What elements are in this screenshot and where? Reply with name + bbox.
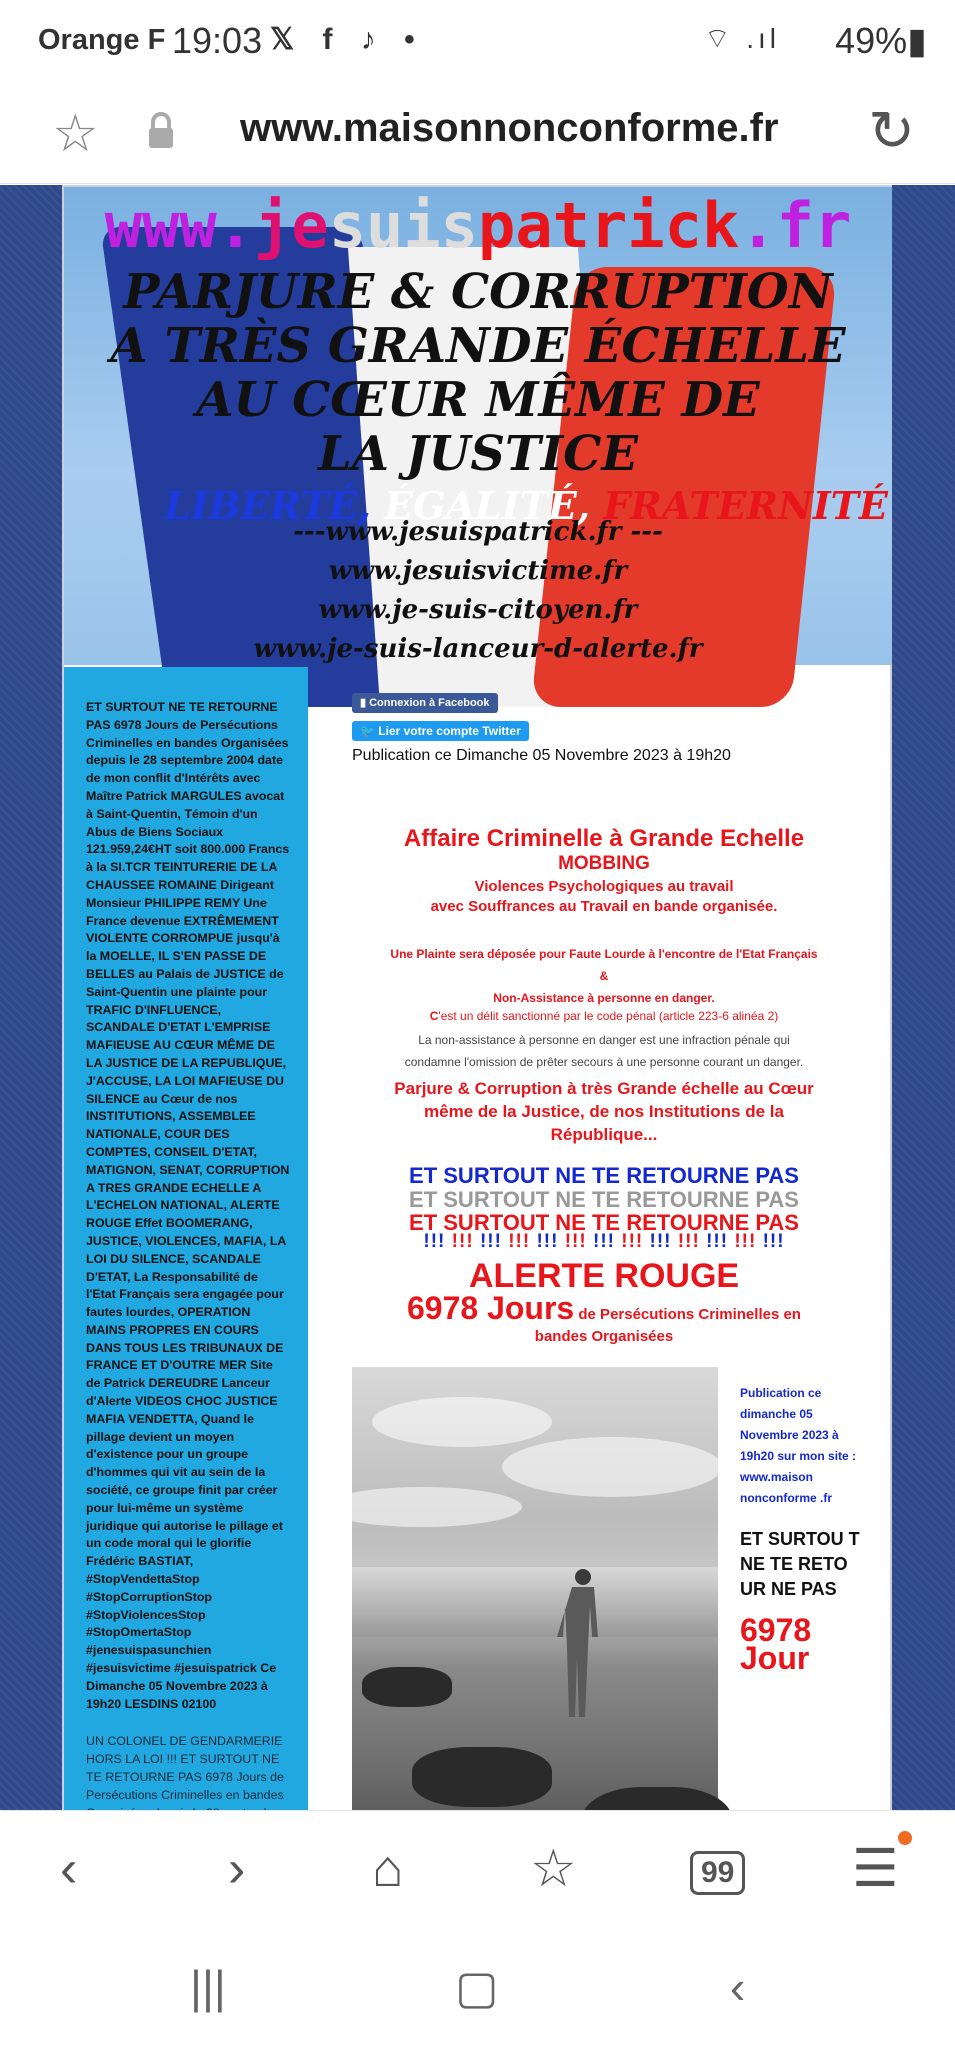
page-container: [62, 185, 892, 1885]
system-back-icon[interactable]: ‹: [730, 1961, 746, 2013]
surtout-line-red: ET SURTOUT NE TE RETOURNE PAS: [409, 1210, 799, 1235]
sidebar-normal-text: UN COLONEL DE GENDARMERIE HORS LA LOI !!! ET SURTOUT NE TE RETOURNE PAS 6978 Jours de Persécutions Criminelles en bandes: [86, 1734, 284, 1802]
notification-dot: [898, 1831, 912, 1845]
web-viewport: [0, 185, 955, 1810]
battery-indicator: 49%▮: [835, 20, 927, 61]
parjure-heading: Parjure & Corruption à très Grande échelle au Cœur même de la Justice, de nos Institutions de la République...: [394, 1079, 814, 1144]
left-sidebar: [64, 667, 308, 1887]
notification-icons: 𝕏 f ♪ •: [270, 23, 425, 56]
right-column: [740, 1383, 860, 1676]
back-icon[interactable]: ‹: [60, 1840, 78, 1898]
plainte-text: Une Plainte sera déposée pour Faute Lourde à l'encontre de l'Etat Français & Non-Assistance à personne en danger.: [390, 947, 818, 1005]
exclamation-row: !!! !!! !!! !!! !!! !!! !!! !!! !!! !!! !!! !!! !!!: [423, 1231, 785, 1252]
url-text[interactable]: www.maisonnonconforme.fr: [240, 106, 779, 150]
bookmark-star-icon[interactable]: ☆: [52, 105, 99, 163]
sidebar-bold-text: ET SURTOUT NE TE RETOURNE PAS 6978 Jours de Persécutions Criminelles en bandes Organisées depuis le 28 septembre 2004 date de mon conflit d'Intérêts avec Maître Patrick MARGULES avocat à Saint-Quentin, Témoin d'un Abus de Biens Sociaux 121.959,24€HT soit 800.000 Francs à la SI.TCR TEINTURERIE DE LA CHAUSSEE ROMAINE Dirigeant Monsieur PHILIPPE REMY Une France devenue EXTRÊMEMENT VIOLENTE CORROMPUE jusqu'à la MOELLE, IL S'EN PASSE DE BELLES au Palais de JUSTICE de Saint-Quentin une plainte pour TRAFIC D'INFLUENCE, SCANDALE D'ETAT L'EMPRISE MAFIEUSE AU CŒUR MÊME DE LA JUSTICE DE LA REPUBLIQUE, J'ACCUSE, LA LOI MAFIEUSE DU SILENCE au Cœur de nos INSTITUTIONS, ASSEMBLEE NATIONALE, COUR DES COMPTES, CONSEIL D'ETAT, MATIGNON, SENAT, CORRUPTION A TRES GRANDE ECHELLE A L'ECHELON NATIONAL, ALERTE ROUGE Effet BOOMERANG, JUSTICE, VIOLENCES, MAFIA, LA LOI DU SILENCE, SCANDALE D'ETAT, La Responsabilité de l'Etat Français sera engagée pour fautes lourdes, OPERATION MAINS PROPRES EN COURS DANS TOUS LES TRIBUNAUX DE FRANCE ET D'OUTRE MER Site de Patrick DEREUDRE Lanceur d'Alerte VIDEOS CHOC JUSTICE MAFIA VENDETTA, Quand le pillage devient un moyen d'existence pour un groupe d'hommes qui vit au sein de la société, ce groupe finit par créer pour lui-même un système juridique qui autorise le pillage et un code moral qui le glorifie Frédéric BASTIAT, #StopVendettaStop #StopCorruptionStop #StopViolencesStop #StopOmertaStop #jenesuispasunchien #jesuisvictime #jesuispatrick Ce Dimanche 05 Novembre 2023 à 19h20 LESDINS 02100: [86, 700, 290, 1711]
publication-date: Publication ce Dimanche 05 Novembre 2023 à 19h20: [352, 747, 731, 764]
non-assistance-text: La non-assistance à personne en danger est une infraction pénale qui condamne l'omission de prêter secours à une personne courant un danger.: [404, 1033, 804, 1069]
lock-icon[interactable]: [146, 110, 176, 150]
system-navigation-bar: [0, 1930, 955, 2048]
person-silhouette: [560, 1567, 606, 1717]
banner-site-title: www.jesuispatrick.fr: [104, 189, 852, 262]
bookmarks-icon[interactable]: ☆: [530, 1840, 577, 1898]
side-publication-text: Publication ce dimanche 05 Novembre 2023 à 19h20 sur mon site : www.maison nonconforme .fr: [740, 1386, 857, 1505]
surtout-line-gray: ET SURTOUT NE TE RETOURNE PAS: [409, 1187, 799, 1212]
header-banner: [64, 187, 892, 665]
status-bar: [0, 0, 955, 84]
tabs-icon[interactable]: 99: [690, 1851, 745, 1895]
home-icon[interactable]: ⌂: [372, 1840, 404, 1898]
banner-headline: PARJURE & CORRUPTION A TRÈS GRANDE ÉCHELLE AU CŒUR MÊME DE LA JUSTICE: [110, 264, 846, 482]
reload-icon[interactable]: ↻: [868, 99, 915, 162]
violences-text: Violences Psychologiques au travail avec Souffrances au Travail en bande organisée.: [430, 878, 778, 915]
banner-links: ---www.jesuispatrick.fr --- www.jesuisvictime.fr www.je-suis-citoyen.fr www.je-suis-lanceur-d-alerte.fr: [253, 517, 703, 664]
banner-motto: LIBERTÉ, ÉGALITÉ, FRATERNITÉ: [164, 483, 888, 528]
mobbing-heading: MOBBING: [558, 853, 650, 874]
recents-icon[interactable]: |||: [190, 1961, 226, 2013]
surtout-line-blue: ET SURTOUT NE TE RETOURNE PAS: [409, 1163, 799, 1188]
jours-heading: 6978 Jours de Persécutions Criminelles en bandes Organisées: [407, 1290, 801, 1345]
clock: 19:03: [172, 20, 263, 61]
system-home-icon[interactable]: ▢: [455, 1961, 499, 2013]
forward-icon[interactable]: ›: [228, 1840, 246, 1898]
twitter-link-button[interactable]: 🐦 Lier votre compte Twitter: [352, 721, 529, 741]
delit-text: C'est un délit sanctionné par le code pénal (article 223-6 alinéa 2): [429, 1009, 779, 1023]
side-jours-text: 6978 Jour: [740, 1612, 812, 1676]
menu-icon[interactable]: ☰: [852, 1840, 899, 1898]
alerte-rouge-heading: ALERTE ROUGE: [468, 1257, 740, 1295]
affaire-heading: Affaire Criminelle à Grande Echelle: [403, 825, 805, 852]
side-surtout-text: ET SURTOU T NE TE RETOUR NE PAS: [740, 1529, 860, 1599]
browser-address-bar: [0, 84, 955, 184]
carrier-label: Orange F: [38, 24, 166, 56]
signal-icon: ⌔ .ıl: [704, 23, 780, 54]
facebook-connect-button[interactable]: ▮ Connexion à Facebook: [352, 693, 498, 713]
beach-photo[interactable]: [352, 1367, 718, 1867]
browser-bottom-toolbar: [0, 1810, 955, 1930]
